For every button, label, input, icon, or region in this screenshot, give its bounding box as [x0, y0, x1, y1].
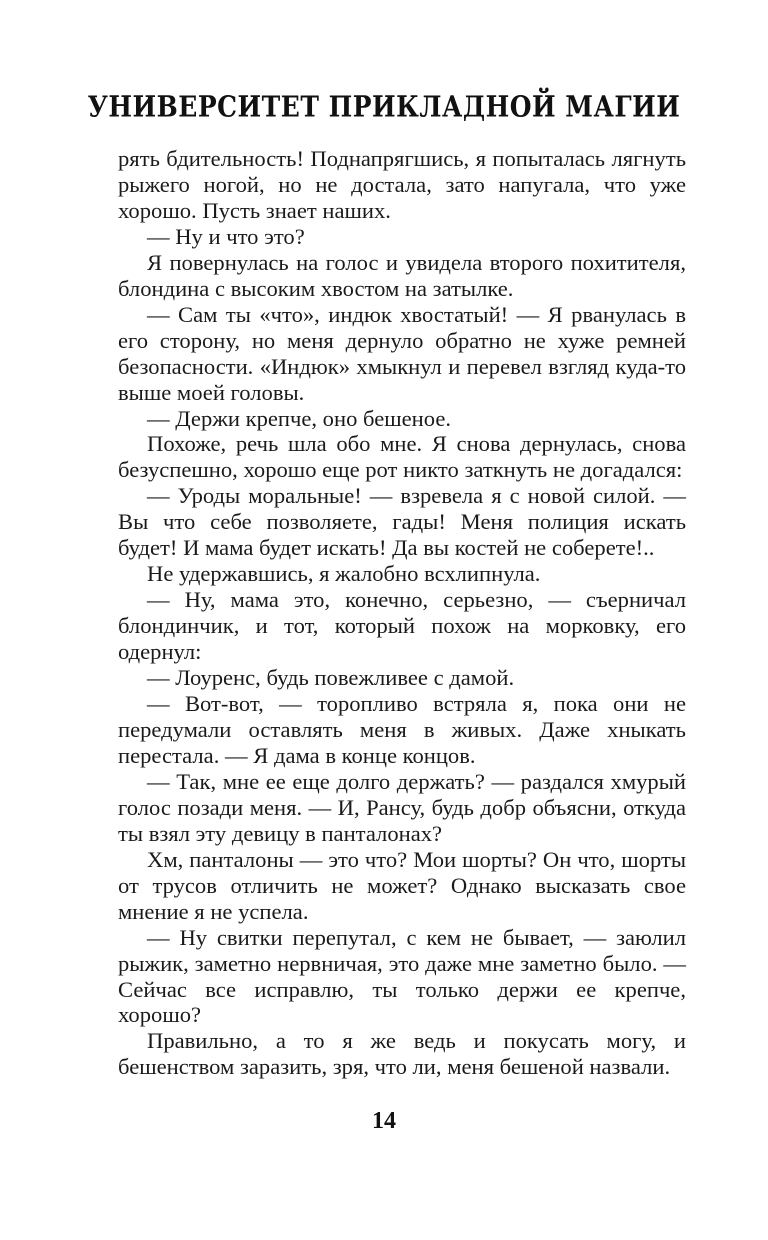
- paragraph: Похоже, речь шла обо мне. Я снова дернулась, снова безуспешно, хорошо еще рот никто заткнуть не догадался:: [118, 431, 686, 483]
- paragraph: — Ну свитки перепутал, с кем не бывает, — заюлил рыжик, заметно нервничая, это даже мне заметно было. — Сейчас все исправлю, ты только держи ее крепче, хорошо?: [118, 924, 686, 1028]
- paragraph: — Лоуренс, будь повежливее с дамой.: [147, 665, 515, 691]
- paragraph: — Ну, мама это, конечно, серьезно, — съерничал блондинчик, и тот, который похож на морковку, его одернул:: [118, 587, 686, 665]
- paragraph: — Так, мне ее еще долго держать? — раздался хмурый голос позади меня. — И, Рансу, будь добр объясни, откуда ты взял эту девицу в панталонах?: [118, 768, 686, 846]
- page-number: 14: [372, 1108, 396, 1134]
- paragraph: Я повернулась на голос и увидела второго похитителя, блондина с высоким хвостом на затылке.: [118, 249, 686, 301]
- paragraph: рять бдительность! Поднапрягшись, я попыталась лягнуть рыжего ногой, но не достала, зато напугала, что уже хорошо. Пусть знает наших.: [118, 146, 686, 223]
- paragraph: Не удержавшись, я жалобно всхлипнула.: [147, 561, 541, 587]
- running-head-title: УНИВЕРСИТЕТ ПРИКЛАДНОЙ МАГИИ: [87, 89, 681, 124]
- paragraph: — Держи крепче, оно бешеное.: [147, 405, 452, 431]
- paragraph: — Сам ты «что», индюк хвостатый! — Я рванулась в его сторону, но меня дернуло обратно не хуже ремней безопасности. «Индюк» хмыкнул и перевел взгляд куда-то выше моей головы.: [118, 301, 686, 405]
- body-text: [118, 146, 686, 1080]
- paragraph: Правильно, а то я же ведь и покусать могу, и бешенством заразить, зря, что ли, меня бешеной назвали.: [118, 1028, 686, 1080]
- paragraph: — Ну и что это?: [147, 223, 305, 249]
- paragraph: — Уроды моральные! — взревела я с новой силой. — Вы что себе позволяете, гады! Меня полиция искать будет! И мама будет искать! Да вы костей не соберете!..: [118, 483, 686, 561]
- paragraph: Хм, панталоны — это что? Мои шорты? Он что, шорты от трусов отличить не может? Однако высказать свое мнение я не успела.: [118, 846, 686, 924]
- paragraph: — Вот-вот, — торопливо встряла я, пока они не передумали оставлять меня в живых. Даже хныкать перестала. — Я дама в конце концов.: [118, 691, 686, 768]
